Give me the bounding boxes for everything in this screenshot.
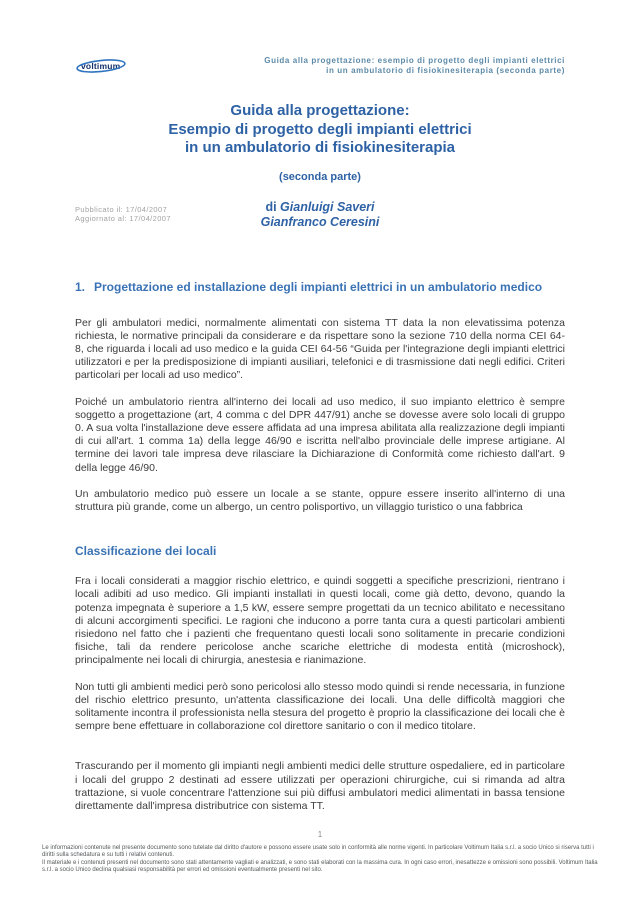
document-title-line2: Esempio di progetto degli impianti elettrici [168, 120, 472, 138]
published-date: Pubblicato il: 17/04/2007 [75, 204, 168, 214]
body-paragraph: Non tutti gli ambienti medici però sono pericolosi allo stesso modo quindi si rende necessaria, in funzione del rischio elettrico presunto, un'attenta classificazione dei locali. Una delle difficoltà maggiori che solitamente incontra il professionista nella stesura del progetto è proprio la classificazione dei locali che è sempre bene effettuare in collaborazione col direttore sanitario o con il medico titolare. [75, 680, 565, 733]
document-title-line1: Guida alla progettazione: [230, 102, 410, 119]
byline-prefix: di [265, 199, 281, 214]
publication-dates [75, 205, 171, 224]
voltimum-logo-text: voltimum [81, 61, 121, 71]
running-header-line1: Guida alla progettazione: esempio di progetto degli impianti elettrici [264, 56, 565, 65]
body-paragraph: Trascurando per il momento gli impianti negli ambienti medici delle strutture ospedaliere, ed in particolare i locali del gruppo 2 destinati ad essere utilizzati per operazioni chirurgiche, cui si rimanda ad altra trattazione, si vuole concentrare l'attenzione sui più diffusi ambulatori medici alimentati in bassa tensione direttamente dall'impresa distributrice con sistema TT. [75, 760, 565, 812]
author-name: Gianfranco Ceresini [260, 214, 380, 229]
body-paragraph: Per gli ambulatori medici, normalmente alimentati con sistema TT data la non elevatissima potenza richiesta, le normative principali da considerare e da rispettare sono la sezione 710 della norma CEI 64-8, che riguarda i locali ad uso medico e la guida CEI 64-56 “Guida per l'integrazione degli impianti elettrici utilizzatori e per la predisposizione di impianti ausiliari, telefonici e di trasmissione dati negli edifici. Criteri particolari per locali ad uso medico”. [75, 316, 565, 382]
subsection-heading: Classificazione dei locali [75, 544, 217, 559]
author-name: Gianluigi Saveri [280, 199, 375, 214]
page-header [75, 0, 565, 76]
section-number: 1. [75, 279, 86, 294]
footer-paragraph: Le informazioni contenute nel presente documento sono tutelate dal diritto d'autore e possono essere usate solo in conformità alle norme vigenti. In particolare Voltimum Italia s.r.l. a socio Unico si riserva tutti i diritti sulla schedatura e su tutti i relativi contenuti. [42, 845, 594, 859]
body-paragraph: Fra i locali considerati a maggior rischio elettrico, e quindi soggetti a specifiche prescrizioni, rientrano i locali adibiti ad uso medico. Gli impianti installati in questi locali, come già detto, devono, quando la potenza impegnata è superiore a 1,5 kW, essere sempre progettati da un tecnico abilitato e necessitano di alcuni accorgimenti specifici. Le ragioni che inducono a porre tanta cura a questi particolari ambienti risiedono nel fatto che i pazienti che frequentano questi locali sono solitamente in precarie condizioni fisiche, tali da rendere pericolose anche scariche elettriche di modesta entità (microshock), principalmente nei locali di chirurgia, anestesia e rianimazione. [75, 575, 565, 667]
section-heading [75, 280, 565, 295]
logo-swoosh-icon [75, 58, 127, 74]
footer-paragraph: Il materiale e i contenuti presenti nel documento sono stati attentamente vagliati e analizzati, e sono stati elaborati con la massima cura. In ogni caso errori, inesattezze e omissioni sono possibili. Voltimum Italia s.r.l. a socio Unico declina qualsiasi responsabilità per errori ed omissioni eventualmente presenti nel sito. [42, 859, 598, 874]
body-paragraph: Un ambulatorio medico può essere un locale a se stante, oppure essere inserito all'interno di una struttura più grande, come un albergo, un centro polisportivo, un villaggio turistico o una fabbrica [75, 487, 565, 513]
running-header [127, 56, 565, 76]
document-subtitle: (seconda parte) [279, 170, 361, 183]
document-title [75, 102, 565, 158]
footer-disclaimer [42, 845, 604, 875]
page-number: 1 [317, 830, 323, 839]
voltimum-logo [75, 58, 127, 74]
updated-date: Aggiornato al: 17/04/2007 [75, 214, 171, 223]
document-title-line3: in un ambulatorio di fisiokinesiterapia [184, 139, 456, 156]
section-title: Progettazione ed installazione degli impianti elettrici in un ambulatorio medico [94, 279, 543, 294]
body-paragraph: Poiché un ambulatorio rientra all'interno dei locali ad uso medico, il suo impianto elettrico è sempre soggetto a progettazione (art, 4 comma c del DPR 447/91) anche se dovesse avere solo locali di gruppo 0. A sua volta l'installazione deve essere affidata ad una impresa abilitata alla realizzazione degli impianti di cui all'art. 1 comma 1a) della legge 46/90 e iscritta nell'albo provinciale delle imprese artigiane. Al termine dei lavori tale impresa deve rilasciare la Dichiarazione di Conformità come richiesto dall'art. 9 della legge 46/90. [75, 395, 565, 474]
running-header-line2: in un ambulatorio di fisiokinesiterapia (seconda parte) [326, 66, 565, 75]
